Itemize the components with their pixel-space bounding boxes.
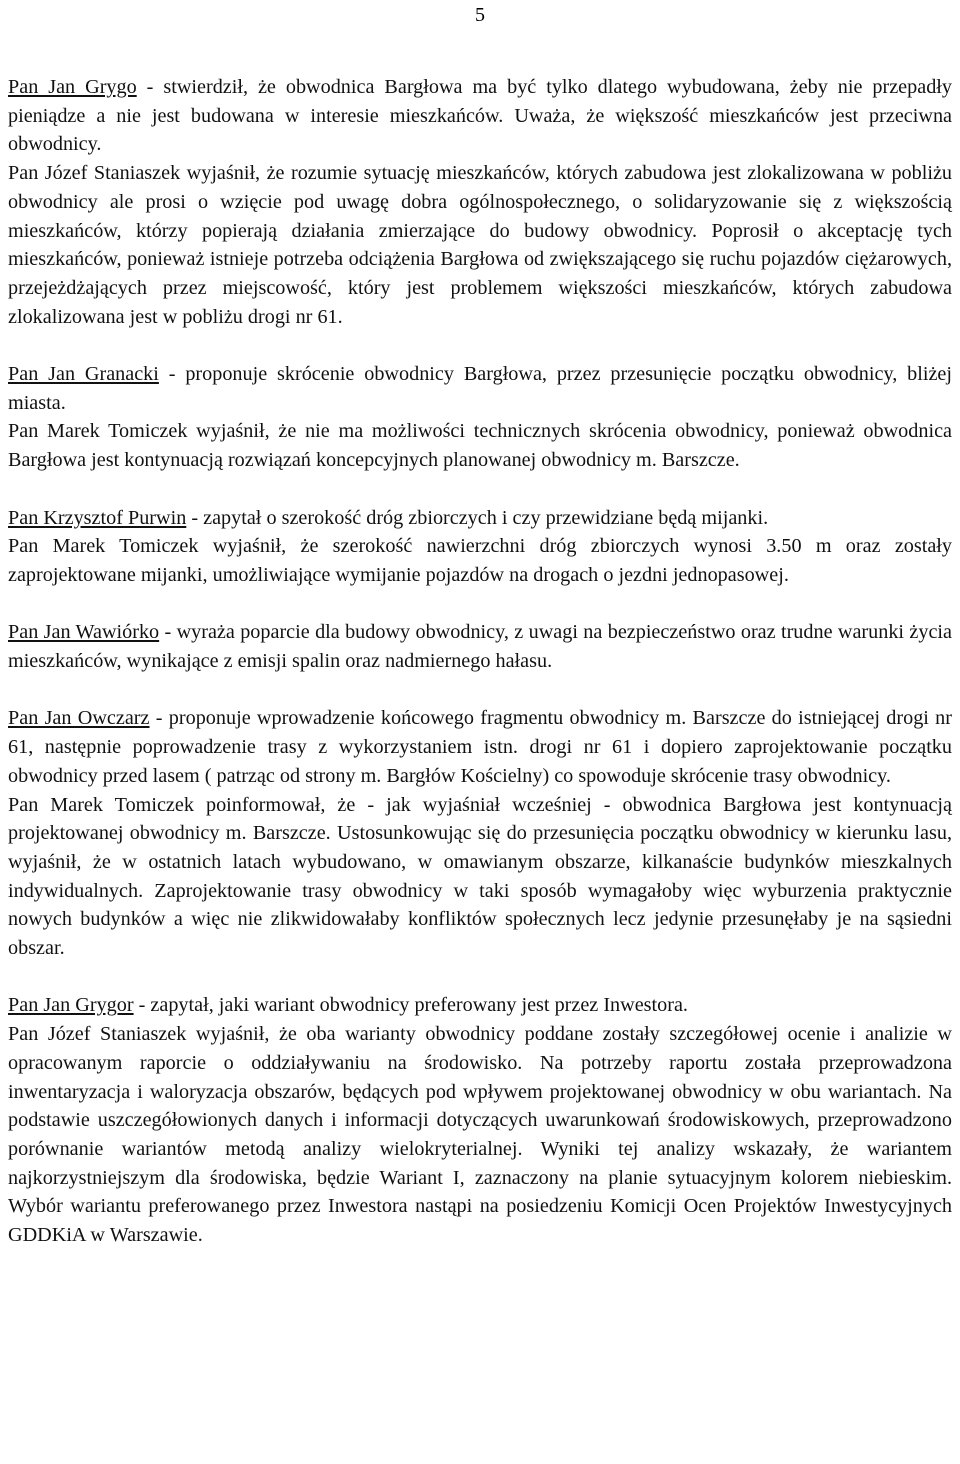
paragraph-grygo (8, 73, 952, 159)
speaker-name: Pan Jan Owczarz (8, 707, 150, 730)
speaker-name: Pan Jan Wawiórko (8, 621, 160, 644)
speaker-name: Pan Krzysztof Purwin (8, 506, 187, 529)
paragraph-text: - wyraża poparcie dla budowy obwodnicy, z uwagi na bezpieczeństwo oraz trudne warunki życia mieszkańców, wynikające z emisji spalin oraz nadmiernego hałasu. (8, 621, 952, 673)
speaker-name: Pan Jan Grygor (8, 994, 134, 1017)
paragraph-text: - proponuje skrócenie obwodnicy Bargłowa, przez przesunięcie początku obwodnicy, bliżej miasta. (8, 363, 952, 414)
paragraph-wawiorko (8, 618, 952, 675)
paragraph-text: - stwierdził, że obwodnica Bargłowa ma być tylko dlatego wybudowana, żeby nie przepadły pieniądze a nie jest budowana w interesie mieszkańców. Uważa, że większość mieszkańców jest przeciwna obwodnicy. (8, 76, 952, 156)
paragraph-tomiczek-reply-3: Pan Marek Tomiczek poinformował, że - jak wyjaśniał wcześniej - obwodnica Bargłowa jest kontynuacją projektowanej obwodnicy m. Barszcze. Ustosunkowując się do przesunięcia początku obwodnicy w kierunku lasu, wyjaśnił, że w ostatnich latach wybudowano, w omawianym obszarze, kilkanaście budynków mieszkalnych indywidualnych. Zaprojektowanie trasy obwodnicy w taki sposób wymagałoby więc wyburzenia praktycznie nowych budynków a więc nie zlikwidowałaby konfliktów społecznych lecz jedynie przesunęłaby je na sąsiedni obszar. (8, 793, 952, 960)
paragraph-staniaszek-reply: Pan Józef Staniaszek wyjaśnił, że rozumie sytuację mieszkańców, których zabudowa jest zlokalizowana w pobliżu obwodnicy ale prosi o wzięcie pod uwagę dobra ogólnospołecznego, o solidaryzowanie się z większością mieszkańców, którzy popierają działania zmierzające do budowy obwodnicy. Poprosił o akceptację tych mieszkańców, ponieważ istnieje potrzeba odciążenia Bargłowa od zwiększającego się ruchu pojazdów ciężarowych, przejeżdżających przez miejscowość, który jest problemem większości mieszkańców, których zabudowa zlokalizowana jest w pobliżu drogi nr 61. (8, 162, 952, 328)
paragraph-staniaszek-reply-2: Pan Józef Staniaszek wyjaśnił, że oba warianty obwodnicy poddane zostały szczegółowej ocenie i analizie w opracowanym raporcie o oddziaływaniu na środowisko. Na potrzeby raportu została przeprowadzona inwentaryzacja i waloryzacja obszarów, będących pod wpływem projektowanej obwodnicy w obu wariantach. Na podstawie uszczegółowionych danych i informacji dotyczących uwarunkowań środowiskowych, przeprowadzono porównanie wariantów metodą analizy wielokryterialnej. Wyniki tej analizy wskazały, że wariantem najkorzystniejszym dla środowiska, będzie Wariant I, zaznaczony na planie sytuacyjnym kolorem niebieskim. Wybór wariantu preferowanego przez Inwestora nastąpi na posiedzeniu Komicji Ocen Projektów Inwestycyjnych GDDKiA w Warszawie. (8, 1023, 952, 1247)
page-number: 5 (475, 4, 485, 26)
speaker-name: Pan Jan Granacki (8, 363, 159, 386)
paragraph-purwin (8, 504, 952, 533)
paragraph-text: - zapytał, jaki wariant obwodnicy preferowany jest przez Inwestora. (133, 994, 688, 1017)
paragraph-granacki (8, 360, 952, 417)
paragraph-text: - proponuje wprowadzenie końcowego fragmentu obwodnicy m. Barszcze do istniejącej drogi nr 61, następnie poprowadzenie trasy z wykorzystaniem istn. drogi nr 61 i dopiero zaprojektowanie początku obwodnicy przed lasem ( patrząc od strony m. Bargłów Kościelny) co spowoduje skrócenie trasy obwodnicy. (8, 707, 952, 787)
paragraph-tomiczek-reply-1: Pan Marek Tomiczek wyjaśnił, że nie ma możliwości technicznych skrócenia obwodnicy, ponieważ obwodnica Bargłowa jest kontynuacją rozwiązań koncepcyjnych planowanej obwodnicy m. Barszcze. (8, 420, 952, 472)
paragraph-owczarz (8, 704, 952, 790)
paragraph-text: - zapytał o szerokość dróg zbiorczych i czy przewidziane będą mijanki. (186, 506, 769, 529)
paragraph-tomiczek-reply-2: Pan Marek Tomiczek wyjaśnił, że szerokość nawierzchni dróg zbiorczych wynosi 3.50 m oraz zostały zaprojektowane mijanki, umożliwiające wymijanie pojazdów na drogach o jezdni jednopasowej. (8, 535, 952, 586)
paragraph-grygor (8, 991, 952, 1020)
speaker-name: Pan Jan Grygo (8, 76, 137, 98)
